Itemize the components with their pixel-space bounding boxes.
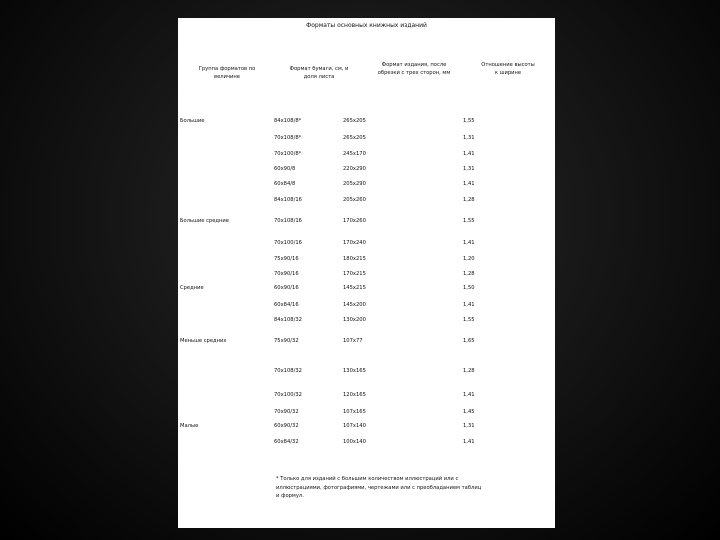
- row-ratio: 1,20: [463, 256, 475, 262]
- row-paper-format: 75х90/32: [274, 338, 299, 344]
- row-edition-format: 265х205: [343, 118, 366, 124]
- row-paper-format: 70х100/8*: [274, 151, 302, 157]
- row-edition-format: 170х260: [343, 218, 366, 224]
- group-label: Средние: [180, 285, 204, 291]
- footnote: * Только для изданий с большим количеством иллюстраций или с иллюстрациями, фотографиями, чертежами или с преобладанием таблиц и формул.: [276, 476, 482, 499]
- row-paper-format: 70х108/16: [274, 218, 302, 224]
- row-edition-format: 170х240: [343, 240, 366, 246]
- row-edition-format: 205х260: [343, 197, 366, 203]
- page-title: Форматы основных книжных изданий: [306, 22, 427, 29]
- row-paper-format: 70х108/32: [274, 368, 302, 374]
- row-ratio: 1,50: [463, 285, 475, 291]
- header-paper: Формат бумаги, см, и доля листа: [289, 66, 349, 80]
- row-paper-format: 75х90/16: [274, 256, 299, 262]
- row-edition-format: 120х165: [343, 392, 366, 398]
- row-ratio: 1,55: [463, 317, 475, 323]
- row-edition-format: 245х170: [343, 151, 366, 157]
- row-edition-format: 130х165: [343, 368, 366, 374]
- row-ratio: 1,45: [463, 409, 475, 415]
- row-edition-format: 130х200: [343, 317, 366, 323]
- header-ratio: Отношение высоты к ширине: [481, 62, 535, 76]
- row-paper-format: 84х108/8*: [274, 118, 302, 124]
- row-ratio: 1,41: [463, 439, 475, 445]
- row-paper-format: 70х90/32: [274, 409, 299, 415]
- row-edition-format: 107х165: [343, 409, 366, 415]
- row-ratio: 1,55: [463, 118, 475, 124]
- row-edition-format: 145х215: [343, 285, 366, 291]
- group-label: Большие: [180, 118, 205, 124]
- row-edition-format: 265х205: [343, 135, 366, 141]
- row-paper-format: 70х108/8*: [274, 135, 302, 141]
- row-paper-format: 70х90/16: [274, 271, 299, 277]
- row-paper-format: 60х90/8: [274, 166, 296, 172]
- row-paper-format: 70х100/16: [274, 240, 302, 246]
- row-edition-format: 170х215: [343, 271, 366, 277]
- group-label: Малые: [180, 423, 199, 429]
- row-paper-format: 84х108/32: [274, 317, 302, 323]
- row-paper-format: 60х90/16: [274, 285, 299, 291]
- row-ratio: 1,41: [463, 151, 475, 157]
- row-edition-format: 107х77: [343, 338, 363, 344]
- row-ratio: 1,55: [463, 218, 475, 224]
- row-ratio: 1,31: [463, 423, 475, 429]
- row-paper-format: 84х108/16: [274, 197, 302, 203]
- row-edition-format: 180х215: [343, 256, 366, 262]
- row-paper-format: 60х90/32: [274, 423, 299, 429]
- row-paper-format: 60х84/32: [274, 439, 299, 445]
- row-edition-format: 100х140: [343, 439, 366, 445]
- row-ratio: 1,28: [463, 368, 475, 374]
- row-paper-format: 60х84/8: [274, 181, 296, 187]
- group-label: Меньше средних: [180, 338, 227, 344]
- row-ratio: 1,28: [463, 197, 475, 203]
- row-ratio: 1,41: [463, 240, 475, 246]
- row-ratio: 1,28: [463, 271, 475, 277]
- header-group: Группа форматов по величине: [198, 66, 256, 80]
- row-edition-format: 205х290: [343, 181, 366, 187]
- document-page: [178, 18, 555, 528]
- row-ratio: 1,31: [463, 135, 475, 141]
- row-edition-format: 220х290: [343, 166, 366, 172]
- row-ratio: 1,65: [463, 338, 475, 344]
- group-label: Большие средние: [180, 218, 229, 224]
- row-ratio: 1,31: [463, 166, 475, 172]
- row-paper-format: 70х100/32: [274, 392, 302, 398]
- row-ratio: 1,41: [463, 392, 475, 398]
- row-edition-format: 107х140: [343, 423, 366, 429]
- row-ratio: 1,41: [463, 181, 475, 187]
- row-paper-format: 60х84/16: [274, 302, 299, 308]
- header-edition: Формат издания, после обрезки с трех сторон, мм: [377, 62, 451, 76]
- row-edition-format: 145х200: [343, 302, 366, 308]
- row-ratio: 1,41: [463, 302, 475, 308]
